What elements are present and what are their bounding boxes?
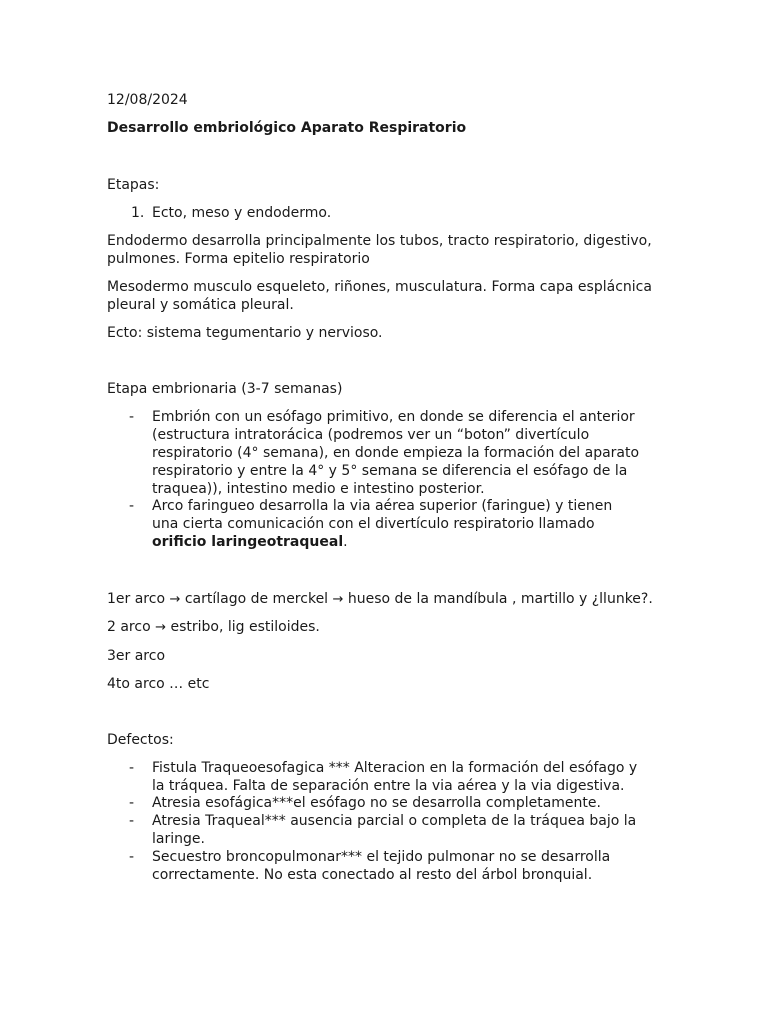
arco-4: 4to arco … etc xyxy=(107,676,210,692)
bullet-dash: - xyxy=(129,409,135,425)
list-item-text: Secuestro broncopulmonar*** el tejido pulmonar no se desarrolla correctamente. No esta conectado al resto del árbol bronquial. xyxy=(152,849,611,883)
list-item xyxy=(107,497,667,551)
mesodermo-paragraph: Mesodermo musculo esqueleto, riñones, musculatura. Forma capa esplácnica pleural y somática pleural. xyxy=(107,279,652,313)
document-title: Desarrollo embriológico Aparato Respiratorio xyxy=(107,120,467,136)
bullet-dash: - xyxy=(129,498,135,514)
list-item-text: Ecto, meso y endodermo. xyxy=(152,205,332,221)
date: 12/08/2024 xyxy=(107,92,188,108)
ecto-paragraph: Ecto: sistema tegumentario y nervioso. xyxy=(107,325,383,341)
list-item xyxy=(107,812,667,848)
bold-term: orificio laringeotraqueal xyxy=(152,534,344,550)
arco-2: 2 arco → estribo, lig estiloides. xyxy=(107,619,320,635)
etapa-embrionaria-heading: Etapa embrionaria (3-7 semanas) xyxy=(107,381,343,397)
list-number: 1. xyxy=(131,205,145,221)
arrow-right-icon: → xyxy=(169,592,181,607)
arco-1: 1er arco → cartílago de merckel → hueso de la mandíbula , martillo y ¿llunke?. xyxy=(107,591,653,607)
list-item-text: Atresia Traqueal*** ausencia parcial o completa de la tráquea bajo la laringe. xyxy=(152,813,637,847)
list-item-text: Atresia esofágica***el esófago no se desarrolla completamente. xyxy=(152,795,601,811)
arco-3: 3er arco xyxy=(107,648,166,664)
list-item-text: Embrión con un esófago primitivo, en donde se diferencia el anterior (estructura intratorácica (podremos ver un “boton” divertículo respiratorio (4° semana), en donde empieza la formación del aparato respiratorio y entre la 4° y 5° semana se diferencia el esófago de la traquea)), intestino medio e intestino posterior. xyxy=(152,409,640,497)
list-item-text: Fistula Traqueoesofagica *** Alteracion en la formación del esófago y la tráquea. Falta de separación entre la via aérea y la via digestiva. xyxy=(152,760,638,794)
list-item xyxy=(107,848,667,884)
etapas-heading: Etapas: xyxy=(107,177,160,193)
bullet-dash: - xyxy=(129,760,135,776)
bullet-dash: - xyxy=(129,795,135,811)
list-item xyxy=(107,794,667,812)
list-item-text: Arco faringueo desarrolla la via aérea superior (faringue) y tienen una cierta comunicación con el divertículo respiratorio llamado orificio laringeotraqueal. xyxy=(152,498,613,550)
bullet-dash: - xyxy=(129,849,135,865)
arrow-right-icon: → xyxy=(332,592,344,607)
list-item xyxy=(107,408,667,498)
list-item xyxy=(107,759,667,795)
endodermo-paragraph: Endodermo desarrolla principalmente los tubos, tracto respiratorio, digestivo, pulmones. Forma epitelio respiratorio xyxy=(107,233,652,267)
bullet-dash: - xyxy=(129,813,135,829)
defectos-heading: Defectos: xyxy=(107,732,174,748)
list-item xyxy=(107,204,667,222)
arrow-right-icon: → xyxy=(155,620,167,635)
